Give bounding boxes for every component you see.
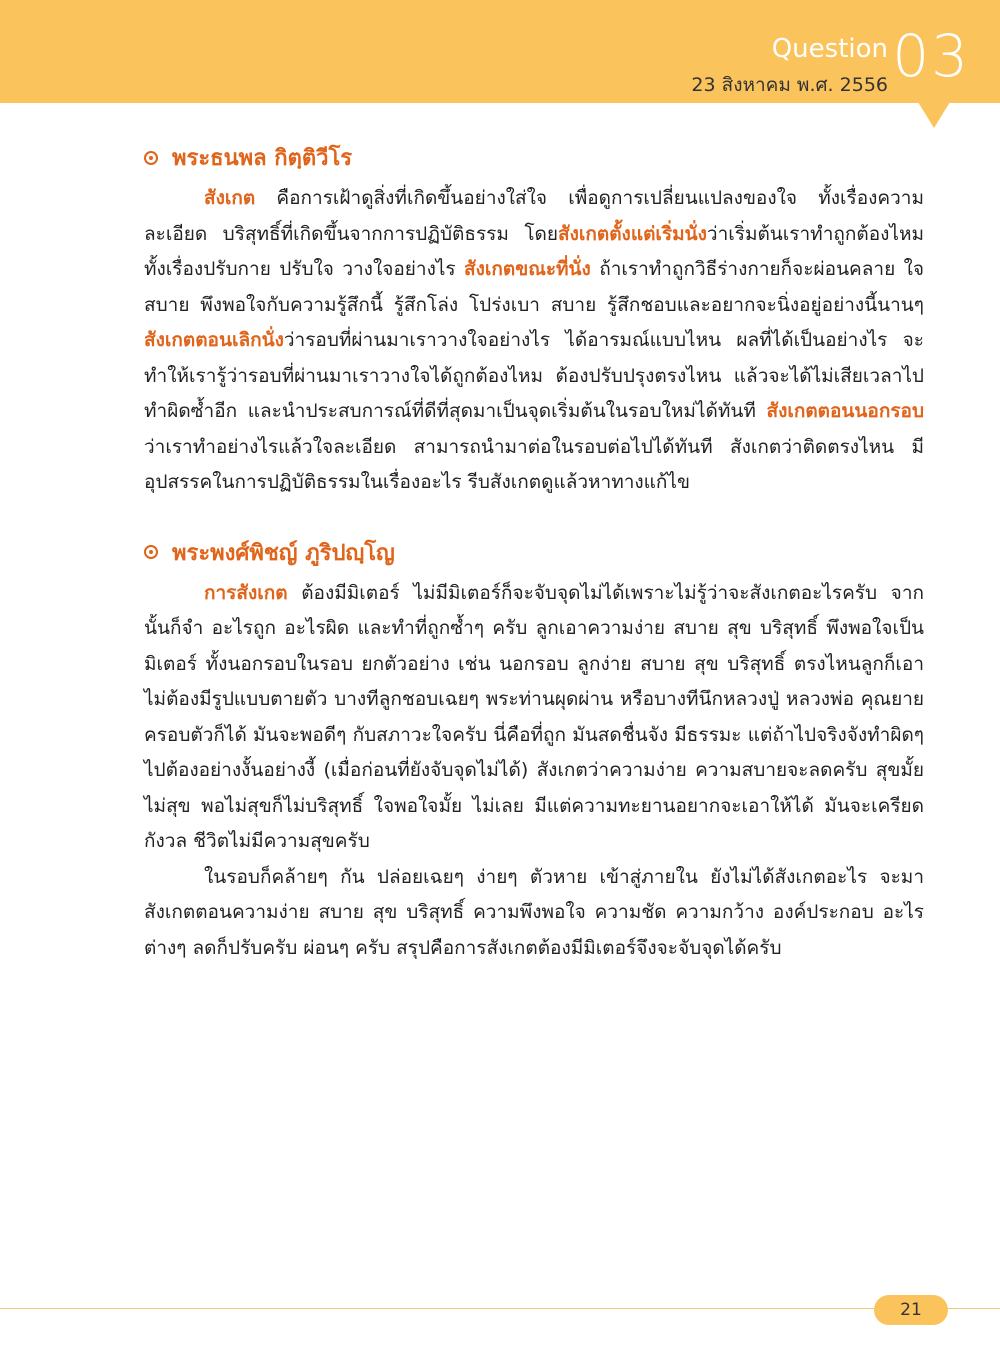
bullet-icon bbox=[144, 545, 158, 559]
speaker-name: พระพงศ์พิชญ์ ภูริปญฺโญ bbox=[172, 540, 395, 566]
paragraph-text: คือการเฝ้าดูสิ่งที่เกิดขึ้นอย่างใส่ใจ เพื่อดูการเปลี่ยนแปลงของใจ ทั้งเรื่องความละเอียด บริสุทธิ์ที่เกิดขึ้นจากการปฏิบัติธรรม โดย bbox=[144, 187, 924, 245]
footer-divider bbox=[0, 1308, 1000, 1309]
highlight-term: สังเกตตอนนอกรอบ bbox=[766, 400, 924, 422]
paragraph bbox=[144, 181, 924, 501]
paragraph-text: ว่ารอบที่ผ่านมาเราวางใจอย่างไร ได้อารมณ์แบบไหน ผลที่ได้เป็นอย่างไร จะทำให้เรารู้ว่ารอบที่ผ่านมาเราวางใจได้ถูกต้องไหม ต้องปรับปรุงตรงไหน แล้วจะได้ไม่เสียเวลาไปทำผิดซ้ำอีก และนำประสบการณ์ที่ดีที่สุดมาเป็นจุดเริ่มต้นในรอบใหม่ได้ทันที bbox=[144, 329, 924, 422]
speaker-heading bbox=[144, 535, 924, 570]
question-label: Question bbox=[771, 34, 888, 64]
paragraph-text: ถ้าเราทำถูกวิธีร่างกายก็จะผ่อนคลาย ใจสบาย พึงพอใจกับความรู้สึกนี้ รู้สึกโล่ง โปร่งเบา สบาย รู้สึกชอบและอยากจะนิ่งอยู่อย่างนี้นานๆ bbox=[144, 258, 925, 316]
speaker-heading bbox=[144, 140, 924, 175]
highlight-term: สังเกตขณะที่นั่ง bbox=[464, 258, 591, 280]
section-2 bbox=[144, 535, 924, 967]
paragraph: ในรอบก็คล้ายๆ กัน ปล่อยเฉยๆ ง่ายๆ ตัวหาย เข้าสู่ภายใน ยังไม่ได้สังเกตอะไร จะมาสังเกตตอนความง่าย สบาย สุข บริสุทธิ์ ความพึงพอใจ ความชัด ความกว้าง องค์ประกอบ อะไรต่างๆ ลดก็ปรับครับ ผ่อนๆ ครับ สรุปคือการสังเกตต้องมีมิเตอร์จึงจะจับจุดได้ครับ bbox=[144, 865, 924, 959]
page-number: 21 bbox=[874, 1295, 948, 1325]
highlight-term: การสังเกต bbox=[204, 581, 288, 604]
bullet-icon bbox=[144, 151, 158, 165]
paragraph-text: ว่าเริ่มต้นเราทำถูกต้องไหม ทั้งเรื่องปรับกาย ปรับใจ วางใจอย่างไร bbox=[144, 222, 924, 280]
highlight-term: สังเกต bbox=[204, 187, 256, 209]
highlight-term: สังเกตตอนเลิกนั่ง bbox=[144, 329, 284, 351]
paragraph bbox=[144, 576, 924, 860]
paragraph-text: ต้องมีมิเตอร์ ไม่มีมิเตอร์ก็จะจับจุดไม่ได้เพราะไม่รู้ว่าจะสังเกตอะไรครับ จากนั้นก็จำ อะไรถูก อะไรผิด และทำที่ถูกซ้ำๆ ครับ ลูกเอาความง่าย สบาย สุข บริสุทธิ์ พึงพอใจเป็นมิเตอร์ ทั้งนอกรอบในรอบ ยกตัวอย่าง เช่น นอกรอบ ลูกง่าย สบาย สุข บริสุทธิ์ ตรงไหนลูกก็เอา ไม่ต้องมีรูปแบบตายตัว บางทีลูกชอบเฉยๆ พระท่านผุดผ่าน หรือบางทีนึกหลวงปู่ หลวงพ่อ คุณยาย ครอบตัวก็ได้ มันจะพอดีๆ กับสภาวะใจครับ นี่คือที่ถูก มันสดชื่นจัง มีธรรมะ แต่ถ้าไปจริงจังทำผิดๆ ไปต้องอย่างงั้นอย่างงี้ (เมื่อก่อนที่ยังจับจุดไม่ได้) สังเกตว่าความง่าย ความสบายจะลดครับ สุขมั้ย ไม่สุข พอไม่สุขก็ไม่บริสุทธิ์ ใจพอใจมั้ย ไม่เลย มีแต่ความทะยานอยากจะเอาให้ได้ มันจะเครียด กังวล ชีวิตไม่มีความสุขครับ bbox=[144, 581, 924, 852]
highlight-term: สังเกตตั้งแต่เริ่มนั่ง bbox=[558, 222, 707, 245]
question-date: 23 สิงหาคม พ.ศ. 2556 bbox=[691, 74, 888, 96]
section-1 bbox=[144, 140, 924, 501]
speaker-name: พระธนพล กิตฺติวีโร bbox=[172, 146, 353, 171]
header-pointer bbox=[918, 102, 950, 128]
paragraph-text: ว่าเราทำอย่างไรแล้วใจละเอียด สามารถนำมาต่อในรอบต่อไปได้ทันที สังเกตว่าติดตรงไหน มีอุปสรรคในการปฏิบัติธรรมในเรื่องอะไร รีบสังเกตดูแล้วหาทางแก้ไข bbox=[144, 435, 924, 493]
article-body bbox=[144, 140, 924, 966]
question-number: 03 bbox=[892, 22, 970, 90]
